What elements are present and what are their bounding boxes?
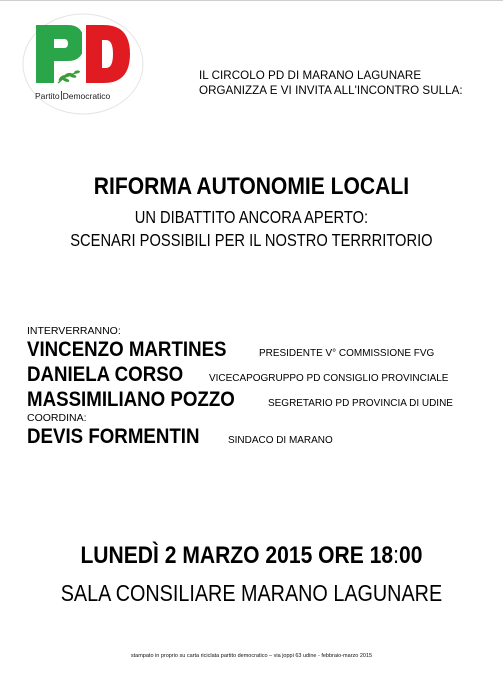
event-subtitle-1: UN DIBATTITO ANCORA APERTO: — [134, 207, 369, 227]
event-date — [35, 542, 468, 570]
event-venue: SALA CONSILIARE MARANO LAGUNARE — [60, 580, 443, 606]
speaker-row — [27, 337, 497, 362]
invite-line-2: ORGANIZZA E VI INVITA ALL'INCONTRO SULLA: — [199, 83, 463, 97]
coordina-label: COORDINA: — [27, 412, 87, 424]
event-title: RIFORMA AUTONOMIE LOCALI — [93, 173, 410, 200]
page-top-border — [0, 0, 503, 1]
event-hour: 18 — [369, 542, 394, 569]
speakers-section — [27, 325, 497, 449]
logo-caption-left: Partito — [35, 91, 60, 101]
moderator-role: SINDACO DI MARANO — [227, 434, 333, 446]
event-time-colon: : — [393, 542, 399, 569]
event-day-number: 2 — [164, 542, 177, 569]
speaker-row — [27, 362, 497, 387]
event-minutes: 00 — [398, 542, 423, 569]
speaker-role: SEGRETARIO PD PROVINCIA DI UDINE — [268, 397, 454, 409]
invite-header — [199, 69, 499, 98]
print-footer: stampato in proprio su carta riciclata partito democratico – via joppi 63 udine - febbraio-marzo 2015 — [130, 653, 373, 659]
speaker-role: VICECAPOGRUPPO PD CONSIGLIO PROVINCIALE — [209, 372, 449, 384]
speaker-name: VINCENZO MARTINES — [27, 337, 227, 361]
logo-caption — [35, 91, 139, 101]
event-day: LUNEDÌ — [80, 542, 159, 569]
moderator-name: DEVIS FORMENTIN — [27, 424, 200, 448]
event-month-year: MARZO 2015 ORE — [182, 542, 364, 569]
speaker-name: DANIELA CORSO — [27, 362, 184, 386]
speaker-role: PRESIDENTE V° COMMISSIONE FVG — [258, 347, 435, 359]
intervene-label: INTERVERRANNO: — [27, 325, 121, 337]
logo-caption-separator — [61, 91, 62, 100]
logo-caption-right: Democratico — [62, 91, 111, 101]
invite-line-1: IL CIRCOLO PD DI MARANO LAGUNARE — [199, 69, 422, 82]
pd-logo — [22, 13, 144, 115]
event-subtitle-2: SCENARI POSSIBILI PER IL NOSTRO TERRRITORIO — [70, 230, 433, 250]
speaker-name: MASSIMILIANO POZZO — [27, 387, 235, 411]
moderator-row — [27, 424, 497, 449]
